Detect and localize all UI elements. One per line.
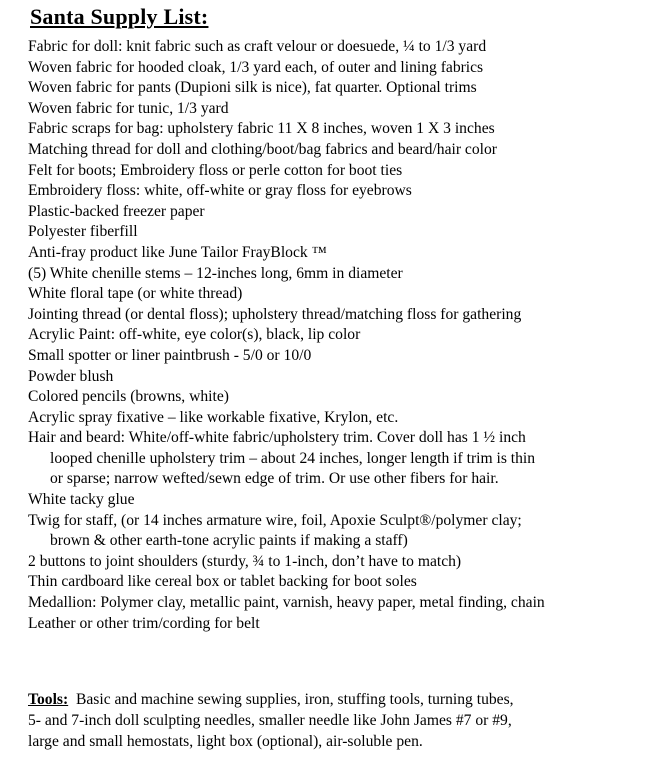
- list-item: Colored pencils (browns, white): [28, 388, 229, 406]
- tools-line: [28, 689, 663, 710]
- list-item: Acrylic Paint: off-white, eye color(s), black, lip color: [28, 326, 361, 344]
- tools-label: Tools:: [28, 691, 69, 708]
- list-item-continuation: brown & other earth-tone acrylic paints if making a staff): [50, 532, 408, 550]
- list-item-continuation: or sparse; narrow wefted/sewn edge of trim. Or use other fibers for hair.: [50, 470, 499, 488]
- list-item: Jointing thread (or dental floss); upholstery thread/matching floss for gathering: [28, 305, 522, 323]
- list-item: White floral tape (or white thread): [28, 285, 243, 303]
- list-item: Embroidery floss: white, off-white or gray floss for eyebrows: [28, 182, 412, 200]
- list-item: Fabric for doll: knit fabric such as craft velour or doesuede, ¼ to 1/3 yard: [28, 38, 487, 55]
- list-item: 2 buttons to joint shoulders (sturdy, ¾ to 1-inch, don’t have to match): [28, 552, 462, 570]
- list-item: Anti-fray product like June Tailor FrayBlock ™: [28, 243, 327, 261]
- list-item: Matching thread for doll and clothing/boot/bag fabrics and beard/hair color: [28, 140, 497, 158]
- list-item: Fabric scraps for bag: upholstery fabric 11 X 8 inches, woven 1 X 3 inches: [28, 120, 495, 138]
- list-item: Woven fabric for hooded cloak, 1/3 yard each, of outer and lining fabrics: [28, 58, 484, 76]
- list-item: Woven fabric for pants (Dupioni silk is nice), fat quarter. Optional trims: [28, 79, 477, 97]
- tools-line: 5- and 7-inch doll sculpting needles, smaller needle like John James #7 or #9,: [28, 712, 512, 729]
- list-item: Twig for staff, (or 14 inches armature wire, foil, Apoxie Sculpt®/polymer clay;: [28, 511, 522, 529]
- list-item: (5) White chenille stems – 12-inches long, 6mm in diameter: [28, 264, 403, 282]
- tools-section: [28, 689, 663, 752]
- list-item: Medallion: Polymer clay, metallic paint, varnish, heavy paper, metal finding, chain: [28, 594, 545, 612]
- list-item: Thin cardboard like cereal box or tablet backing for boot soles: [28, 573, 417, 591]
- list-item: Woven fabric for tunic, 1/3 yard: [28, 99, 229, 117]
- list-item-continuation: looped chenille upholstery trim – about 24 inches, longer length if trim is thin: [50, 449, 536, 467]
- list-item: Polyester fiberfill: [28, 223, 138, 241]
- list-item: Powder blush: [28, 367, 114, 385]
- list-item: Felt for boots; Embroidery floss or perle cotton for boot ties: [28, 161, 403, 179]
- list-item: Leather or other trim/cording for belt: [28, 614, 260, 632]
- list-item: White tacky glue: [28, 491, 135, 509]
- tools-line: large and small hemostats, light box (optional), air-soluble pen.: [28, 733, 423, 750]
- list-item: Acrylic spray fixative – like workable fixative, Krylon, etc.: [28, 408, 399, 426]
- list-item: Plastic-backed freezer paper: [28, 202, 205, 220]
- list-item: Hair and beard: White/off-white fabric/upholstery trim. Cover doll has 1 ½ inch: [28, 429, 526, 447]
- tools-text: Basic and machine sewing supplies, iron, stuffing tools, turning tubes,: [68, 691, 514, 708]
- page-title: Santa Supply List:: [30, 4, 209, 29]
- list-item: Small spotter or liner paintbrush - 5/0 or 10/0: [28, 346, 312, 364]
- supply-list: [28, 37, 663, 634]
